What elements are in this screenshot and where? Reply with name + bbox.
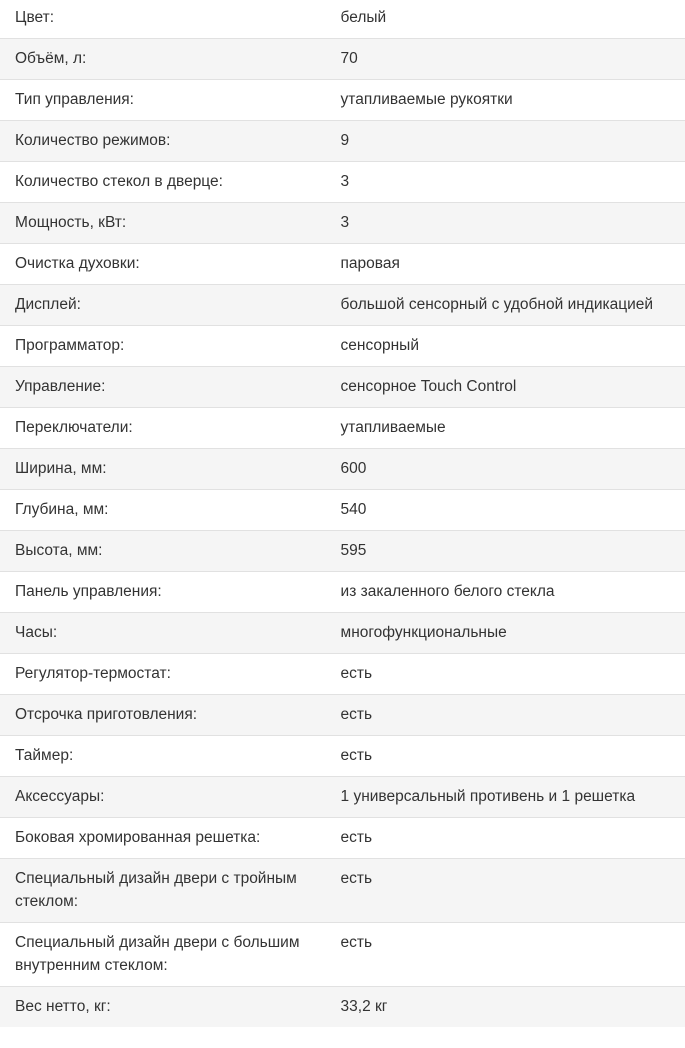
spec-row: [0, 613, 685, 654]
spec-value: сенсорное Touch Control: [327, 367, 685, 408]
spec-value: 33,2 кг: [327, 987, 685, 1028]
spec-row: [0, 326, 685, 367]
spec-row: [0, 987, 685, 1028]
spec-row: [0, 695, 685, 736]
spec-label: Тип управления:: [0, 80, 327, 121]
spec-value: 540: [327, 490, 685, 531]
spec-value: 1 универсальный противень и 1 решетка: [327, 777, 685, 818]
spec-label: Программатор:: [0, 326, 327, 367]
spec-label: Дисплей:: [0, 285, 327, 326]
spec-row: [0, 490, 685, 531]
spec-row: [0, 203, 685, 244]
spec-label: Часы:: [0, 613, 327, 654]
spec-value: 9: [327, 121, 685, 162]
spec-label: Цвет:: [15, 9, 55, 26]
spec-value: из закаленного белого стекла: [327, 572, 685, 613]
spec-value: 70: [327, 39, 685, 80]
spec-label: Количество режимов:: [0, 121, 327, 162]
spec-label: Панель управления:: [0, 572, 327, 613]
spec-label: Объём, л:: [0, 39, 327, 80]
spec-label: Очистка духовки:: [0, 244, 327, 285]
spec-row: [0, 162, 685, 203]
spec-value: большой сенсорный с удобной индикацией: [327, 285, 685, 326]
spec-value: есть: [327, 859, 685, 923]
spec-value: белый: [340, 9, 387, 26]
spec-row: [0, 531, 685, 572]
spec-value: 3: [327, 203, 685, 244]
spec-value: многофункциональные: [327, 613, 685, 654]
spec-label: Ширина, мм:: [0, 449, 327, 490]
spec-row: [0, 285, 685, 326]
spec-value: 3: [327, 162, 685, 203]
spec-row: [0, 408, 685, 449]
spec-label: Специальный дизайн двери с большим внутренним стеклом:: [0, 923, 327, 987]
spec-row: [0, 572, 685, 613]
spec-label: Отсрочка приготовления:: [0, 695, 327, 736]
spec-row: [0, 736, 685, 777]
spec-value: 595: [327, 531, 685, 572]
spec-value: паровая: [327, 244, 685, 285]
spec-row: [0, 449, 685, 490]
spec-label: Глубина, мм:: [0, 490, 327, 531]
spec-row: [0, 654, 685, 695]
spec-label: Высота, мм:: [0, 531, 327, 572]
spec-label: Мощность, кВт:: [0, 203, 327, 244]
spec-value: утапливаемые: [327, 408, 685, 449]
spec-value: есть: [327, 736, 685, 777]
spec-value: есть: [327, 923, 685, 987]
spec-label: Регулятор-термостат:: [0, 654, 327, 695]
spec-row: [0, 39, 685, 80]
spec-row: [0, 244, 685, 285]
spec-value: есть: [327, 695, 685, 736]
spec-label: Количество стекол в дверце:: [0, 162, 327, 203]
spec-row: [0, 80, 685, 121]
spec-row: [0, 367, 685, 408]
spec-row: [0, 0, 685, 39]
spec-value: есть: [327, 654, 685, 695]
spec-value: 600: [327, 449, 685, 490]
spec-row: [0, 777, 685, 818]
spec-label: Аксессуары:: [0, 777, 327, 818]
spec-row: [0, 818, 685, 859]
spec-label: Боковая хромированная решетка:: [0, 818, 327, 859]
spec-row: [0, 859, 685, 923]
spec-label: Управление:: [0, 367, 327, 408]
spec-row: [0, 923, 685, 987]
spec-value: сенсорный: [327, 326, 685, 367]
spec-label: Таймер:: [0, 736, 327, 777]
spec-label: Вес нетто, кг:: [0, 987, 327, 1028]
spec-value: утапливаемые рукоятки: [327, 80, 685, 121]
spec-row: [0, 121, 685, 162]
spec-label: Специальный дизайн двери с тройным стеклом:: [0, 859, 327, 923]
spec-value: есть: [327, 818, 685, 859]
spec-label: Переключатели:: [0, 408, 327, 449]
